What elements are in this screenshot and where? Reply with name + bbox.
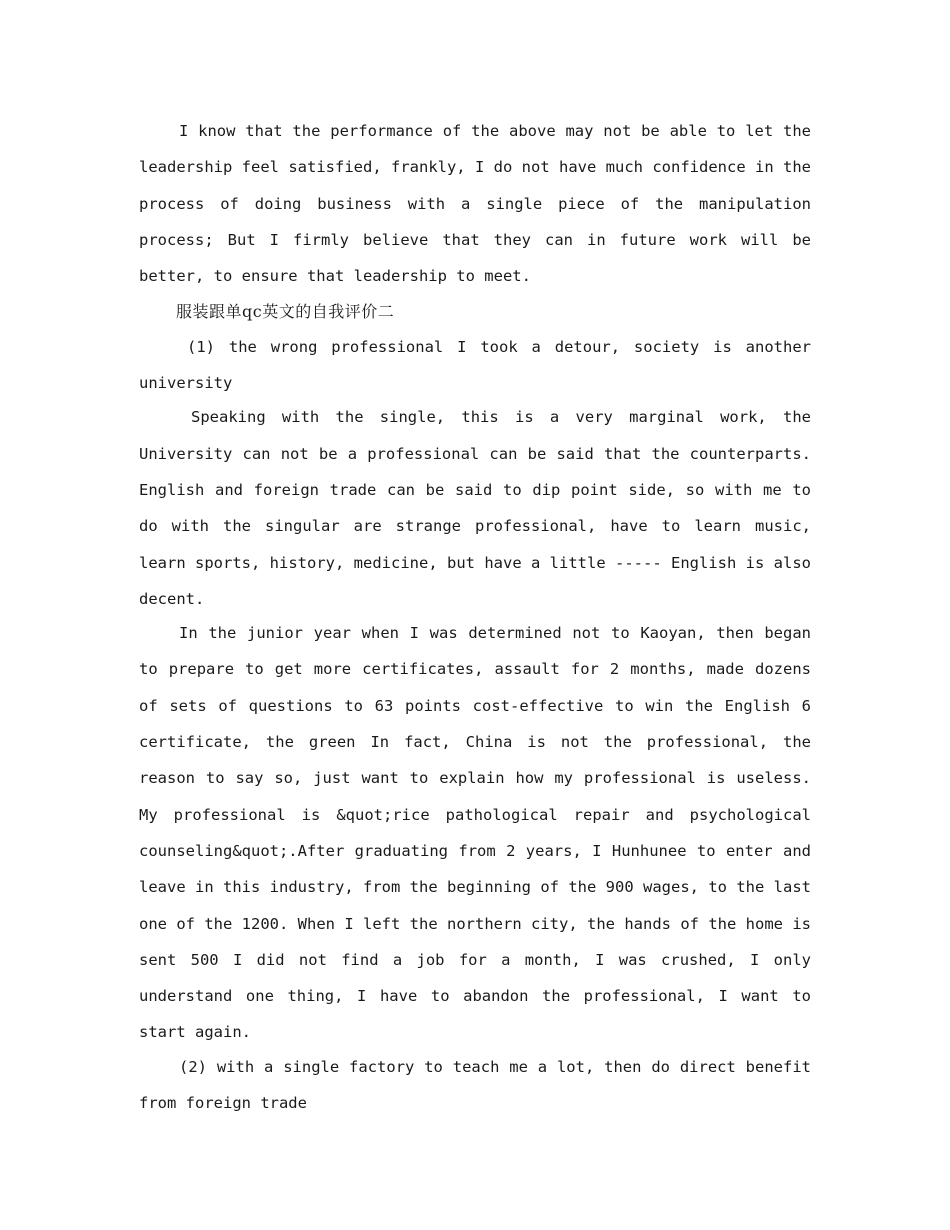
paragraph-closing-statement: I know that the performance of the above may not be able to let the leadership feel satisfied, frankly, I do not have much confidence in the process of doing business with a single piece of the manipulation process; But I firmly believe that they can in future work will be better, to ensure that leadership to meet. [139, 122, 811, 286]
section-heading: 服装跟单qc英文的自我评价二 [176, 302, 395, 322]
paragraph-junior-year: In the junior year when I was determined not to Kaoyan, then began to prepare to get more certificates, assault for 2 months, made dozens of sets of questions to 63 points cost-effective to win the English 6 certificate, the green In fact, China is not the professional, the reason to say so, just want to explain how my professional is useless. My professional is &quot;rice pathological repair and psychological counseling&quot;.After graduating from 2 years, I Hunhunee to enter and leave in this industry, from the beginning of the 900 wages, to the last one of the 1200. When I left the northern city, the hands of the home is sent 500 I did not find a job for a month, I was crushed, I only understand one thing, I have to abandon the professional, I want to start again. [139, 624, 811, 1042]
document-body [139, 113, 811, 1121]
subheading-1: (1) the wrong professional I took a detour, society is another university [139, 337, 811, 393]
paragraph-speaking: Speaking with the single, this is a very marginal work, the University can not be a professional can be said that the counterparts. English and foreign trade can be said to dip point side, so with me to do with the singular are strange professional, have to learn music, learn sports, history, medicine, but have a little ----- English is also decent. [139, 408, 811, 608]
subheading-2: (2) with a single factory to teach me a lot, then do direct benefit from foreign trade [139, 1057, 811, 1113]
